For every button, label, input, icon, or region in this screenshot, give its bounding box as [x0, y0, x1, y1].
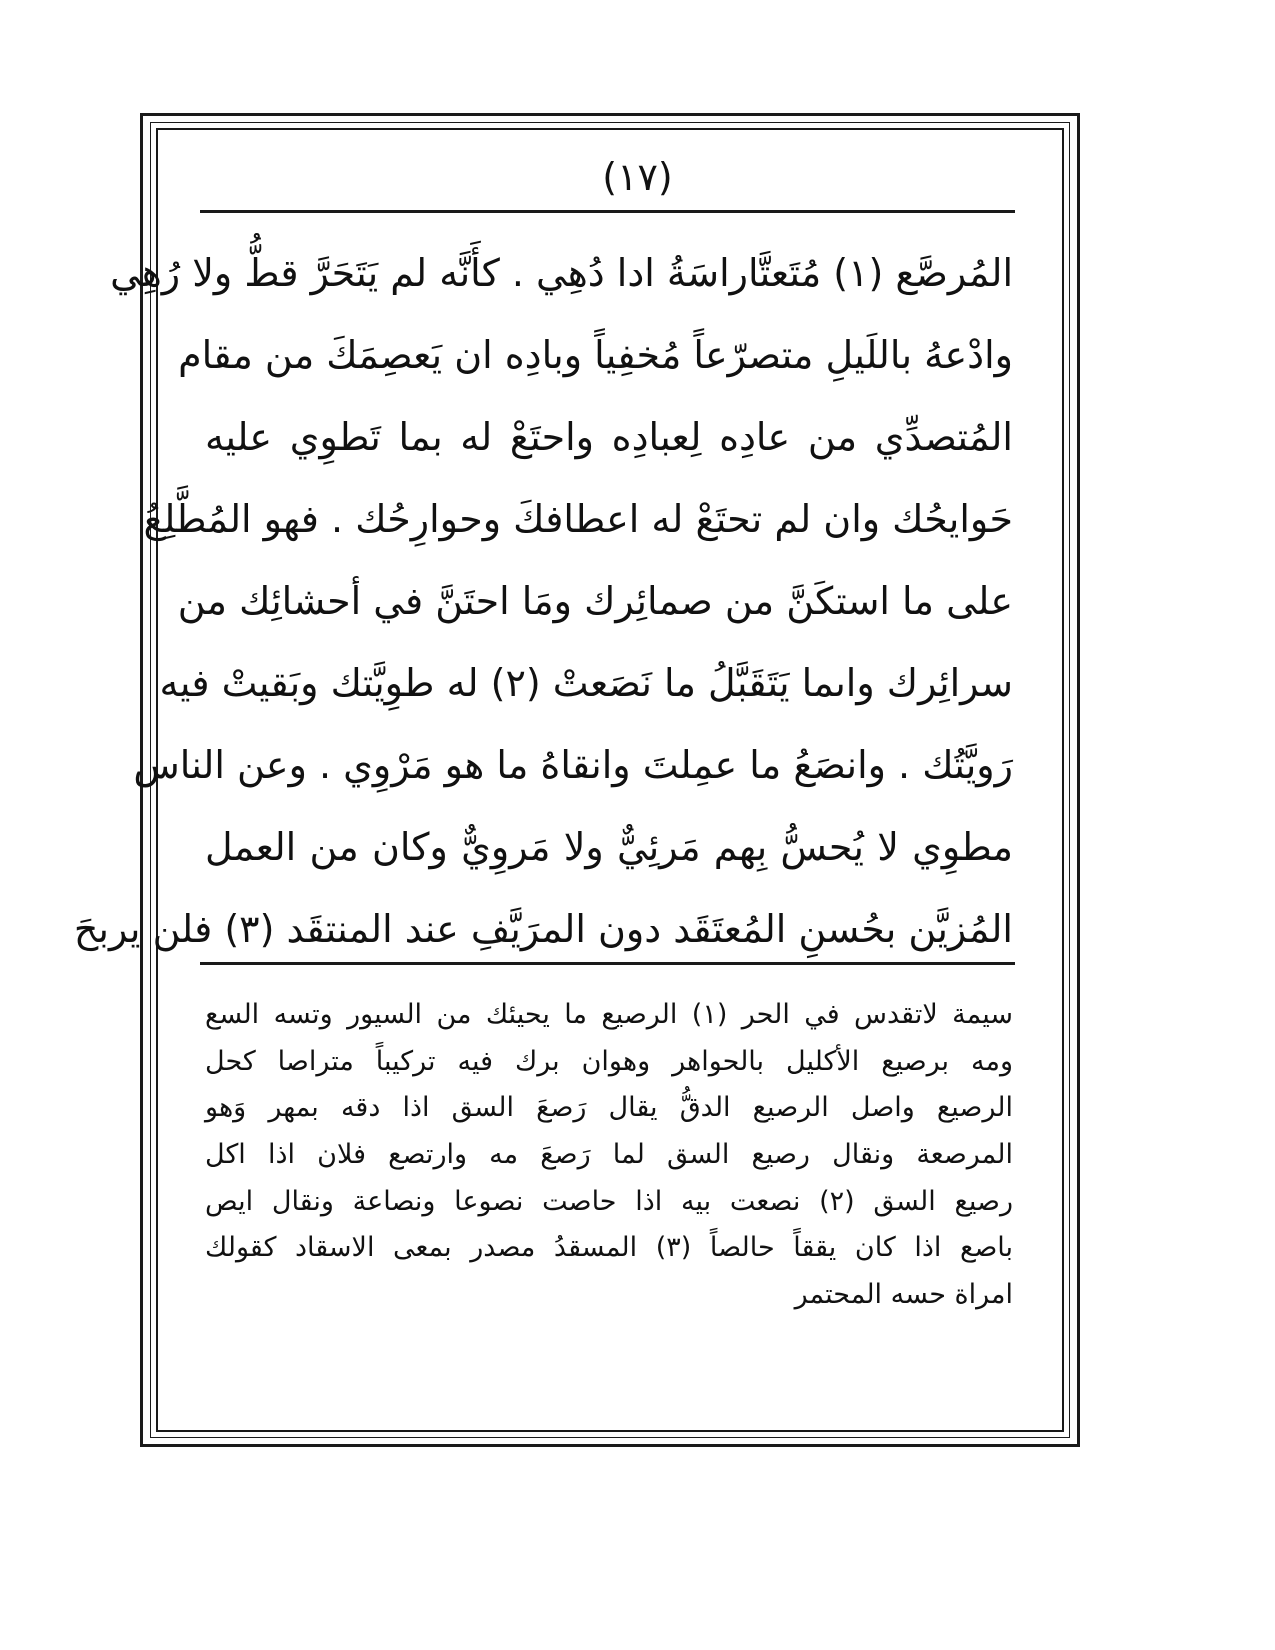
footnote-line: سيمة لاتقدس في الحر (١) الرصيع ما يحيئك من السيور وتسه السع: [205, 999, 1013, 1030]
main-text-line: على ما استكَنَّ من صمائِرك ومَا احتَنَّ في أحشائِك من: [177, 579, 1013, 623]
footnote-divider: [200, 962, 1015, 965]
main-text-line: مطوِي لا يُحسُّ بِهم مَرئِيٌّ ولا مَروِيٌّ وكان من العمل: [205, 825, 1013, 869]
main-text-line: وادْعهُ باللَيلِ متصرّعاً مُخفِياً وبادِه ان يَعصِمَكَ من مقام: [178, 333, 1013, 377]
page-number: (١٧): [602, 155, 673, 199]
footnote-line: باصع اذا كان يققاً حالصاً (٣) المسقدُ مصدر بمعى الاسقاد كقولك: [205, 1232, 1013, 1264]
main-text-block: [73, 232, 1013, 970]
main-text-line: حَوايحُك وان لم تحتَعْ له اعطافكَ وحوارِحُك . فهو المُطَّلِعُ: [143, 497, 1013, 541]
footnote-line: الرصيع واصل الرصيع الدقُّ يقال رَصعَ السق اذا دقه بمهر وَهو: [205, 1092, 1013, 1124]
footnote-line: امراة حسه المحتمر: [794, 1279, 1013, 1311]
footnotes-block: [205, 992, 1013, 1319]
header-divider: [200, 210, 1015, 213]
main-text-line: سرائِرك واىما يَتَقَبَّلُ ما نَصَعتْ (٢) له طوِيَّتك وبَقيتْ فيه: [159, 661, 1013, 705]
footnote-line: رصيع السق (٢) نصعت بيه اذا حاصت نصوعا ونصاعة ونقال ايص: [205, 1185, 1013, 1217]
main-text-line: المُزيَّن بحُسنِ المُعتَقَد دون المرَيَّفِ عند المنتقَد (٣) فلن يربحَ: [73, 907, 1013, 951]
main-text-line: المُرصَّع (١) مُتَعتَّاراسَةُ ادا دُهِي . كأَنَّه لم يَتَحَرَّ قطُّ ولا رُهِي: [110, 251, 1013, 295]
main-text-line: رَويَّتُك . وانصَعُ ما عمِلتَ وانقاهُ ما هو مَرْوِي . وعن الناس: [133, 743, 1013, 787]
footnote-line: المرصعة ونقال رصيع السق لما رَصعَ مه وارتصع فلان اذا اكل: [205, 1139, 1013, 1171]
main-text-line: المُتصدِّي من عادِه لِعبادِه واحتَعْ له بما تَطوِي عليه: [205, 415, 1013, 459]
footnote-line: ومه برصيع الأكليل بالحواهر وهوان برك فيه تركيباً متراصا كحل: [205, 1045, 1013, 1077]
